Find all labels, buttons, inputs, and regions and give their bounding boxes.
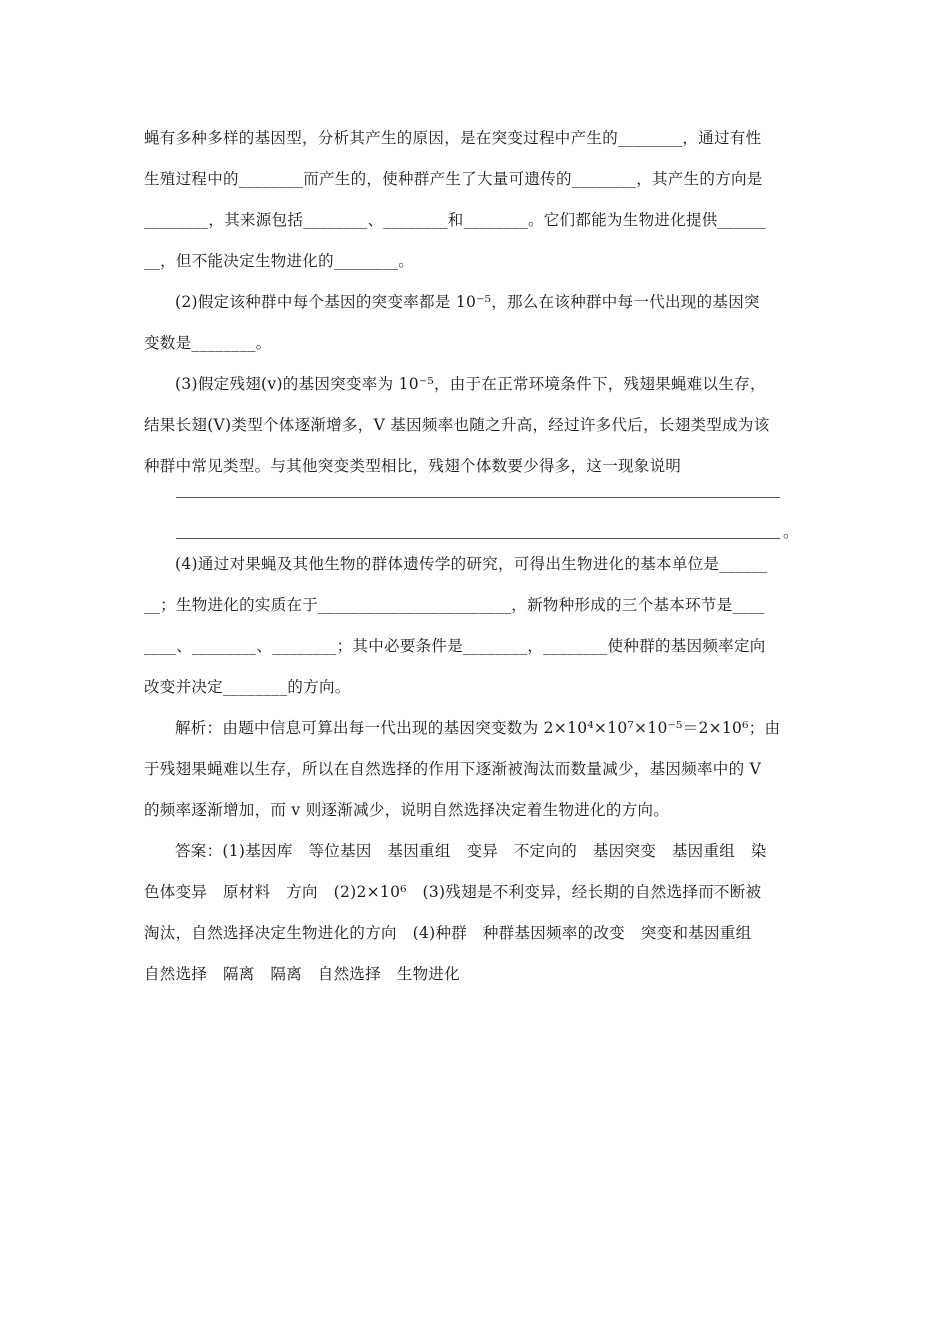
question-part-4-line-2: __；生物进化的实质在于________________________，新物种形成的三个基本环节是____ <box>144 596 765 614</box>
question-text-line-4: __，但不能决定生物进化的________。 <box>144 252 415 270</box>
answer-line-4: 自然选择 隔离 隔离 自然选择 生物进化 <box>144 965 461 983</box>
analysis-line-1: 解析：由题中信息可算出每一代出现的基因突变数为 2×10⁴×10⁷×10⁻⁵＝2×10⁶；由 <box>175 719 781 737</box>
question-part-3-line-2: 结果长翅(V)类型个体逐渐增多，V 基因频率也随之升高，经过许多代后，长翅类型成为该 <box>144 416 770 434</box>
question-text-line-2: 生殖过程中的________而产生的，使种群产生了大量可遗传的________，其产生的方向是 <box>144 170 763 188</box>
answer-blank-line-1 <box>176 497 780 498</box>
question-part-3-line-1: (3)假定残翅(v)的基因突变率为 10⁻⁵，由于在正常环境条件下，残翅果蝇难以生存， <box>175 375 766 393</box>
analysis-line-3: 的频率逐渐增加，而 v 则逐渐减少，说明自然选择决定着生物进化的方向。 <box>144 801 670 819</box>
question-text-line-1: 蝇有多种多样的基因型，分析其产生的原因，是在突变过程中产生的________，通过有性 <box>144 129 762 147</box>
analysis-line-2: 于残翅果蝇难以生存，所以在自然选择的作用下逐渐被淘汰而数量减少，基因频率中的 V <box>144 760 762 778</box>
answer-blank-period: 。 <box>783 523 799 541</box>
answer-blank-line-2 <box>176 538 780 539</box>
question-part-4-line-4: 改变并决定________的方向。 <box>144 678 351 696</box>
answer-line-1: 答案：(1)基因库 等位基因 基因重组 变异 不定向的 基因突变 基因重组 染 <box>175 842 767 860</box>
answer-line-2: 色体变异 原材料 方向 (2)2×10⁶ (3)残翅是不利变异，经长期的自然选择而不断被 <box>144 883 762 901</box>
question-part-4-line-1: (4)通过对果蝇及其他生物的群体遗传学的研究，可得出生物进化的基本单位是______ <box>175 555 768 573</box>
answer-line-3: 淘汰，自然选择决定生物进化的方向 (4)种群 种群基因频率的改变 突变和基因重组 <box>144 924 752 942</box>
question-part-4-line-3: ____、________、________；其中必要条件是________，________使种群的基因频率定向 <box>144 637 766 655</box>
question-text-line-3: ________，其来源包括________、________和________。它们都能为生物进化提供______ <box>144 211 766 229</box>
question-part-2-line-2: 变数是________。 <box>144 334 272 352</box>
question-part-2-line-1: (2)假定该种群中每个基因的突变率都是 10⁻⁵，那么在该种群中每一代出现的基因突 <box>175 293 760 311</box>
question-part-3-line-3: 种群中常见类型。与其他突变类型相比，残翅个体数要少得多，这一现象说明 <box>144 457 682 475</box>
